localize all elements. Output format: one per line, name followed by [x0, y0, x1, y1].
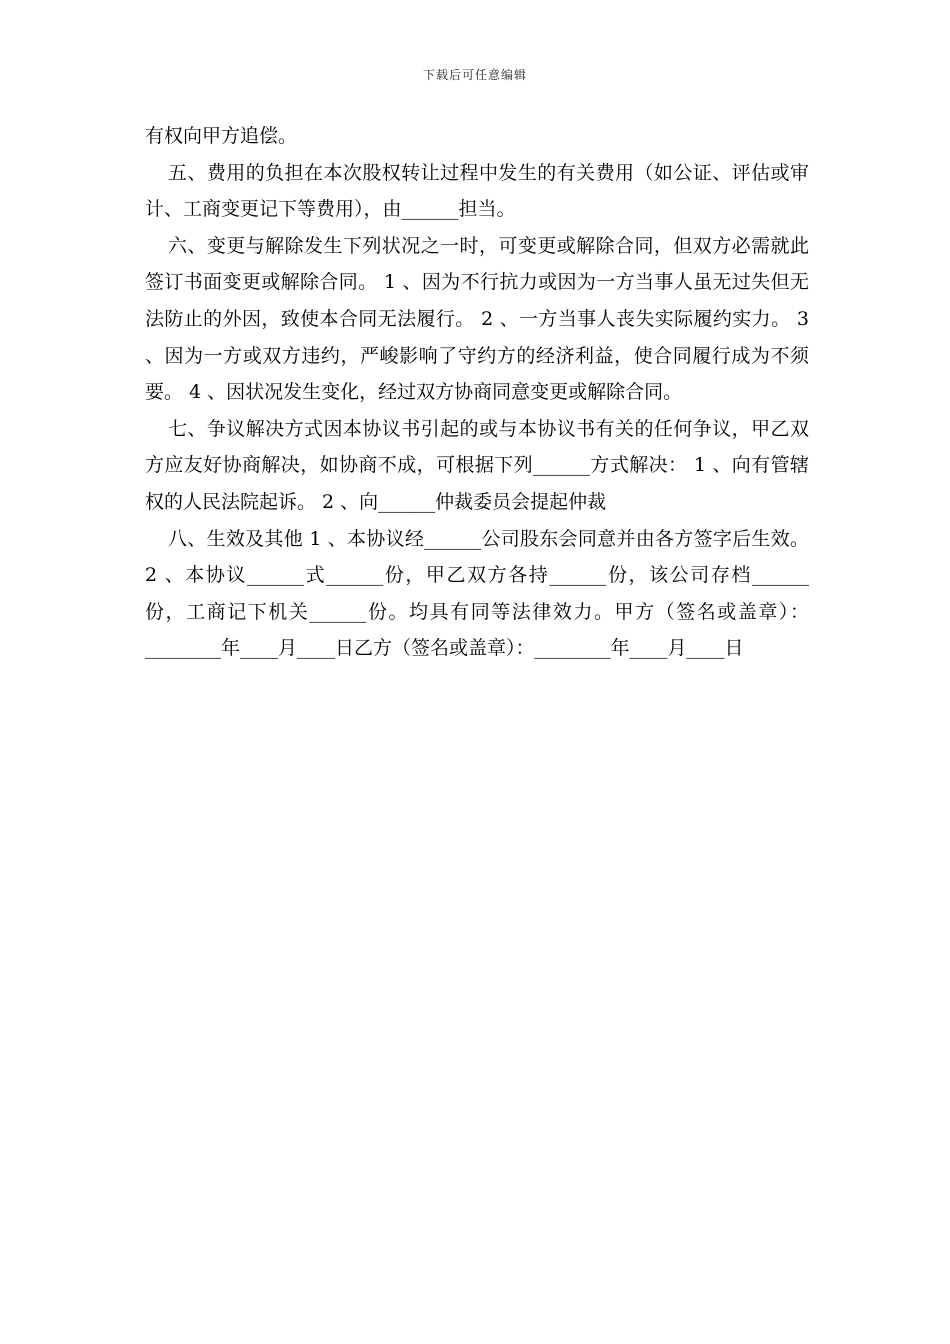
paragraph-section-5-costs: 五、费用的负担在本次股权转让过程中发生的有关费用（如公证、评估或审计、工商变更记下等费用），由______担当。	[145, 161, 809, 221]
paragraph-section-6-change-termination: 六、变更与解除发生下列状况之一时，可变更或解除合同，但双方必需就此签订书面变更或解除合同。 1 、因为不行抗力或因为一方当事人虽无过失但无法防止的外因，致使本合同无法履行。 2 、一方当事人丧失实际履约实力。 3 、因为一方或双方违约，严峻影响了守约方的经济利益，使合同履行成为不须要。 4 、因状况发生变化，经过双方协商同意变更或解除合同。	[145, 234, 809, 404]
paragraph-section-8-effectiveness: 八、生效及其他 1 、本协议经______公司股东会同意并由各方签字后生效。 2 、本协议______式______份，甲乙双方各持______份，该公司存档______份，工商记下机关______份。均具有同等法律效力。甲方（签名或盖章）：________年____月____日乙方（签名或盖章）：________年____月____日	[145, 527, 809, 660]
paragraph-section-7-dispute-resolution: 七、争议解决方式因本协议书引起的或与本协议书有关的任何争议，甲乙双方应友好协商解决，如协商不成，可根据下列______方式解决： 1 、向有管辖权的人民法院起诉。 2 、向______仲裁委员会提起仲裁	[145, 417, 809, 513]
page-header-note: 下载后可任意编辑	[422, 68, 527, 82]
paragraph-continuation: 有权向甲方追偿。	[145, 125, 298, 147]
document-body	[145, 118, 809, 667]
